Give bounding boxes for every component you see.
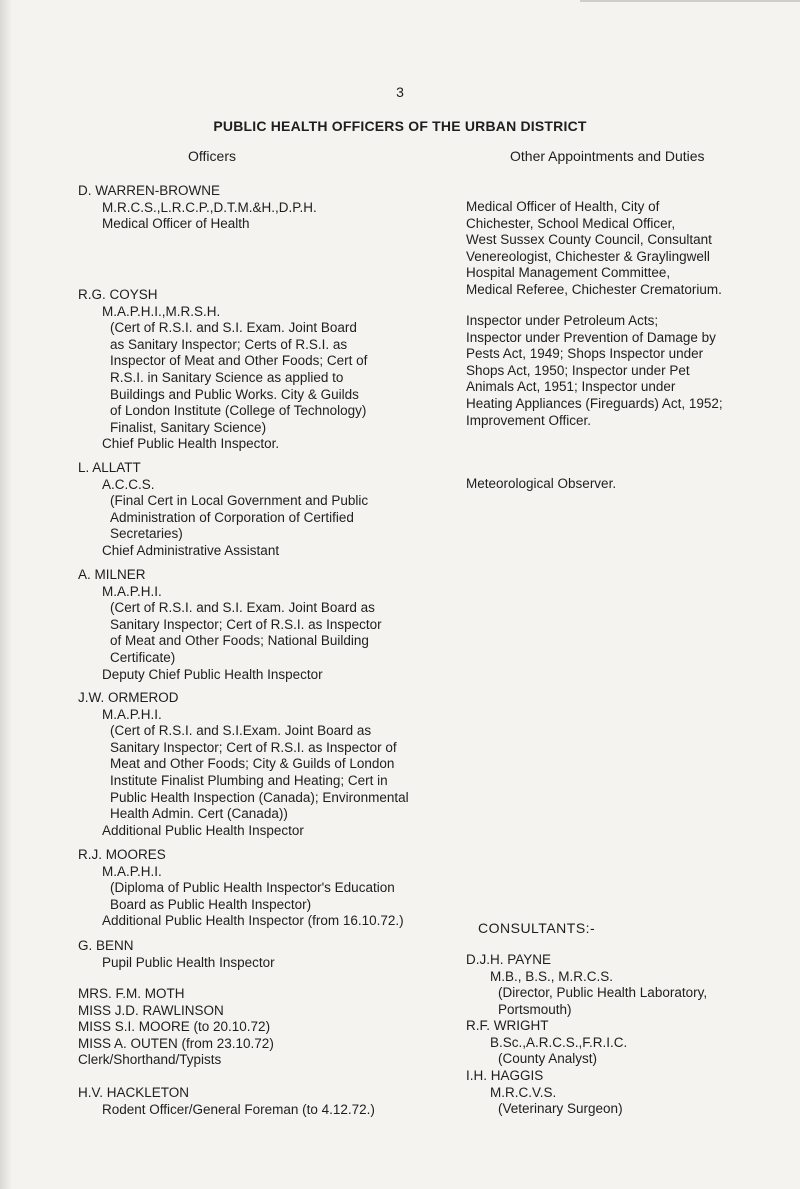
officer-role: Pupil Public Health Inspector <box>102 954 275 970</box>
other-duties-allatt <box>466 476 616 493</box>
officer-role: Medical Officer of Health <box>102 216 250 232</box>
page-top-edge <box>580 0 800 2</box>
officer-name: L. ALLATT <box>78 460 141 475</box>
officer-entry-ormerod <box>78 690 409 839</box>
officer-name: J.W. ORMEROD <box>78 690 179 705</box>
consultant-entry-wright <box>466 1018 627 1068</box>
officer-detail-line: Sanitary Inspector; Cert of R.S.I. as Inspector of <box>110 739 397 755</box>
officer-detail-line: Certificate) <box>110 649 176 665</box>
officer-name: R.J. MOORES <box>78 847 166 862</box>
officer-detail-line: Secretaries) <box>110 526 183 542</box>
duty-line: Hospital Management Committee, <box>466 265 671 281</box>
officer-name: D. WARREN-BROWNE <box>78 183 220 198</box>
officer-entry-moores <box>78 847 404 930</box>
clerks-entry <box>78 986 274 1069</box>
officer-qualifications: A.C.C.S. <box>102 476 155 492</box>
officer-role: Deputy Chief Public Health Inspector <box>102 666 323 682</box>
officer-name: G. BENN <box>78 938 134 953</box>
officer-name: H.V. HACKLETON <box>78 1085 190 1100</box>
column-heading-other-duties: Other Appointments and Duties <box>510 148 705 164</box>
officer-entry-benn <box>78 938 275 971</box>
duty-line: Chichester, School Medical Officer, <box>466 215 676 231</box>
consultant-detail-line: (County Analyst) <box>498 1051 598 1067</box>
officer-detail-line: (Cert of R.S.I. and S.I. Exam. Joint Board as <box>110 600 375 616</box>
officer-detail-line: Inspector of Meat and Other Foods; Cert of <box>110 353 368 369</box>
officer-detail-line: (Cert of R.S.I. and S.I.Exam. Joint Board as <box>110 723 372 739</box>
duty-line: Medical Officer of Health, City of <box>466 199 660 214</box>
consultant-qualifications: M.B., B.S., M.R.C.S. <box>490 968 614 984</box>
clerk-name: MISS S.I. MOORE (to 20.10.72) <box>78 1019 271 1035</box>
other-duties-warren-browne <box>466 199 722 299</box>
officer-qualifications: M.A.P.H.I. <box>102 583 162 599</box>
officer-detail-line: Board as Public Health Inspector) <box>110 896 312 912</box>
consultant-detail-line: Portsmouth) <box>498 1001 572 1017</box>
page-edge-shadow <box>0 0 12 1189</box>
duty-line: Heating Appliances (Fireguards) Act, 1952; <box>466 395 723 411</box>
officer-role: Additional Public Health Inspector <box>102 822 304 838</box>
duty-line: Meteorological Observer. <box>466 476 617 491</box>
officer-role: Chief Public Health Inspector. <box>102 436 280 452</box>
duty-line: West Sussex County Council, Consultant <box>466 232 712 248</box>
consultant-detail-line: (Director, Public Health Laboratory, <box>498 985 708 1001</box>
officer-qualifications: M.A.P.H.I.,M.R.S.H. <box>102 303 221 319</box>
officer-entry-coysh <box>78 287 367 453</box>
officer-detail-line: Public Health Inspection (Canada); Environmental <box>110 789 409 805</box>
duty-line: Shops Act, 1950; Inspector under Pet <box>466 362 690 378</box>
duty-line: Pests Act, 1949; Shops Inspector under <box>466 346 704 362</box>
consultant-name: D.J.H. PAYNE <box>466 952 552 967</box>
clerk-name: MISS J.D. RAWLINSON <box>78 1002 224 1018</box>
clerk-name: MRS. F.M. MOTH <box>78 986 185 1001</box>
officer-qualifications: M.A.P.H.I. <box>102 706 162 722</box>
officer-role: Chief Administrative Assistant <box>102 542 280 558</box>
officer-detail-line: (Final Cert in Local Government and Public <box>110 493 369 509</box>
officer-detail-line: Finalist, Sanitary Science) <box>110 419 267 435</box>
consultant-entry-payne <box>466 952 707 1018</box>
officer-name: A. MILNER <box>78 567 146 582</box>
consultant-qualifications: M.R.C.V.S. <box>490 1084 557 1100</box>
officer-entry-hackleton <box>78 1085 375 1118</box>
clerk-name: MISS A. OUTEN (from 23.10.72) <box>78 1035 274 1051</box>
consultant-detail-line: (Veterinary Surgeon) <box>498 1101 623 1117</box>
consultant-name: R.F. WRIGHT <box>466 1018 549 1033</box>
officer-name: R.G. COYSH <box>78 287 158 302</box>
officer-entry-allatt <box>78 460 368 560</box>
duty-line: Medical Referee, Chichester Crematorium. <box>466 281 722 297</box>
officer-detail-line: (Diploma of Public Health Inspector's Education <box>110 880 395 896</box>
page-number: 3 <box>396 84 404 100</box>
duty-line: Inspector under Petroleum Acts; <box>466 313 659 328</box>
officer-entry-milner <box>78 567 382 683</box>
officer-detail-line: as Sanitary Inspector; Certs of R.S.I. as <box>110 336 348 352</box>
duty-line: Improvement Officer. <box>466 412 592 428</box>
officer-detail-line: Administration of Corporation of Certified <box>110 509 354 525</box>
duty-line: Animals Act, 1951; Inspector under <box>466 379 676 395</box>
officer-qualifications: M.A.P.H.I. <box>102 863 162 879</box>
consultant-name: I.H. HAGGIS <box>466 1068 544 1083</box>
officer-detail-line: (Cert of R.S.I. and S.I. Exam. Joint Board <box>110 320 357 336</box>
clerks-role: Clerk/Shorthand/Typists <box>78 1052 222 1068</box>
officer-entry-warren-browne <box>78 183 317 233</box>
column-heading-officers: Officers <box>188 148 236 164</box>
officer-role: Additional Public Health Inspector (from 16.10.72.) <box>102 913 404 929</box>
officer-detail-line: Buildings and Public Works. City & Guilds <box>110 386 359 402</box>
officer-detail-line: of Meat and Other Foods; National Building <box>110 633 369 649</box>
consultant-entry-haggis <box>466 1068 623 1118</box>
officer-detail-line: of London Institute (College of Technology) <box>110 403 367 419</box>
officer-qualifications: M.R.C.S.,L.R.C.P.,D.T.M.&H.,D.P.H. <box>102 199 317 215</box>
officer-detail-line: R.S.I. in Sanitary Science as applied to <box>110 369 344 385</box>
officer-role: Rodent Officer/General Foreman (to 4.12.72.) <box>102 1101 375 1117</box>
page-title: PUBLIC HEALTH OFFICERS OF THE URBAN DISTRICT <box>213 118 587 134</box>
officer-detail-line: Health Admin. Cert (Canada)) <box>110 806 288 822</box>
other-duties-coysh <box>466 313 723 429</box>
consultant-qualifications: B.Sc.,A.R.C.S.,F.R.I.C. <box>490 1034 628 1050</box>
consultants-heading: CONSULTANTS:- <box>478 920 596 936</box>
officer-detail-line: Sanitary Inspector; Cert of R.S.I. as Inspector <box>110 616 382 632</box>
officer-detail-line: Meat and Other Foods; City & Guilds of London <box>110 756 395 772</box>
duty-line: Inspector under Prevention of Damage by <box>466 329 716 345</box>
officer-detail-line: Institute Finalist Plumbing and Heating; Cert in <box>110 772 388 788</box>
duty-line: Venereologist, Chichester & Graylingwell <box>466 248 710 264</box>
